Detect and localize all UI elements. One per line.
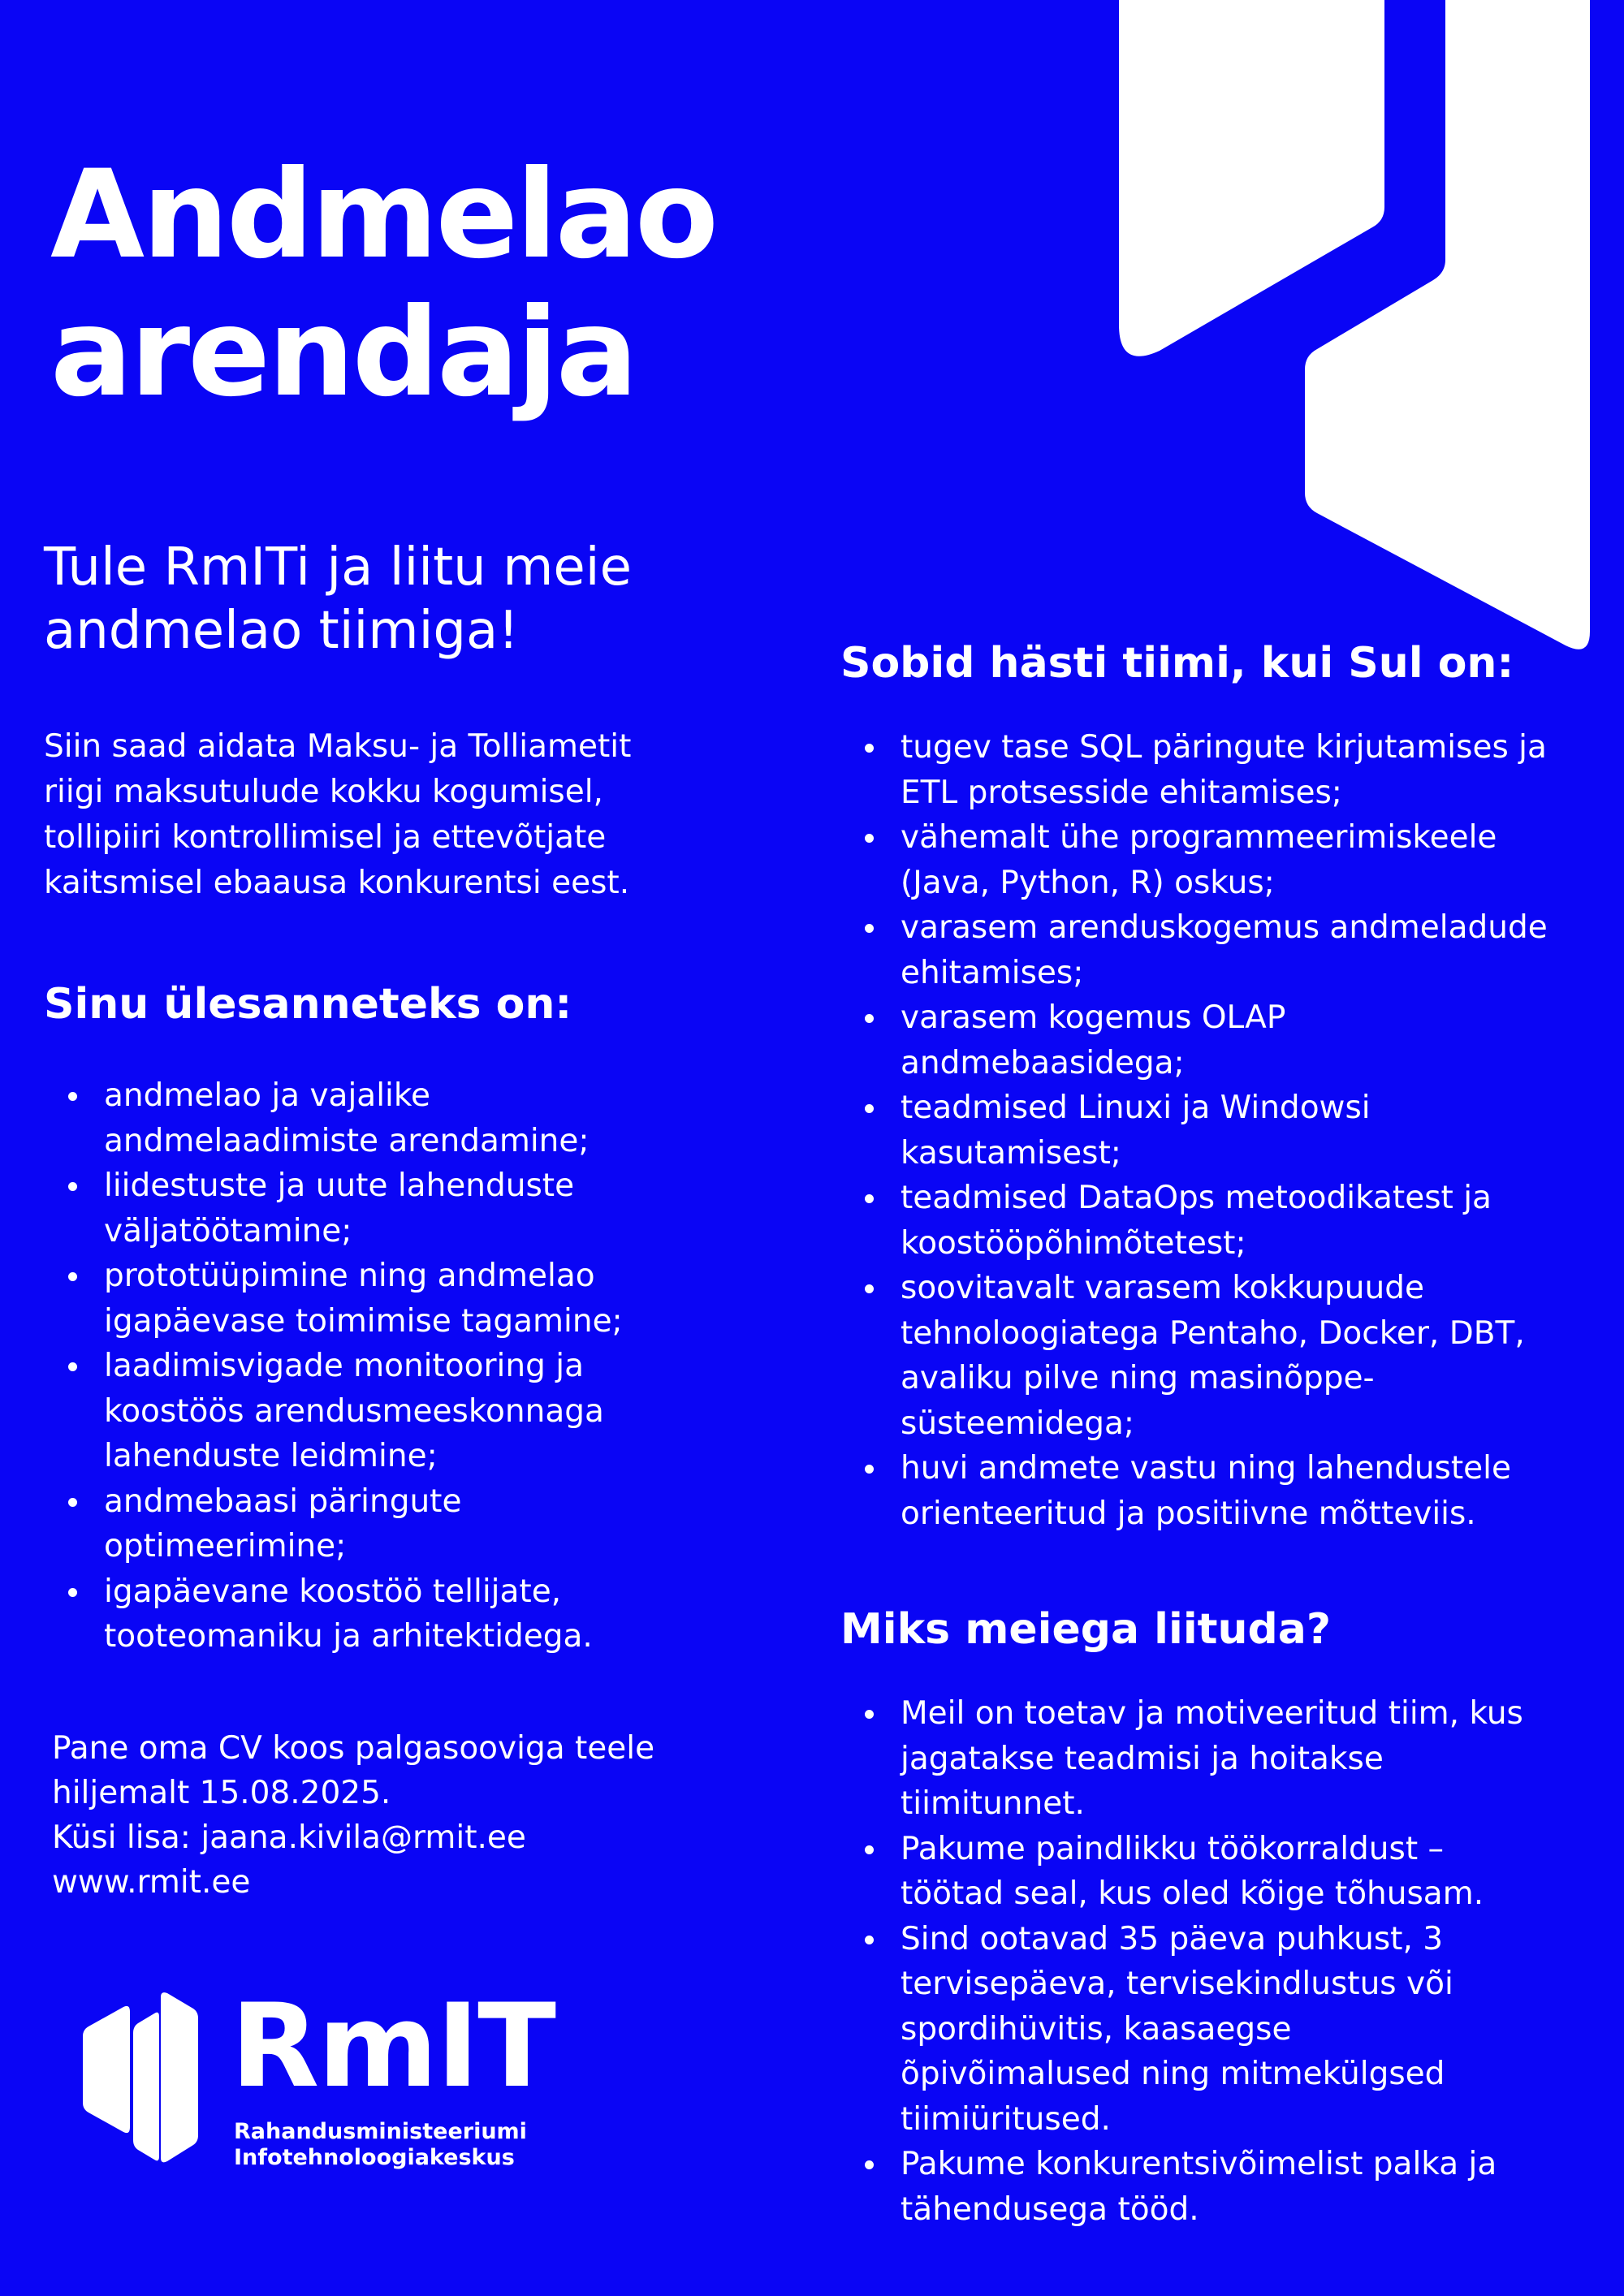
- intro-line: riigi maksutulude kokku kogumisel,: [44, 774, 603, 810]
- list-item: [840, 1446, 1612, 1536]
- list-item: [840, 1085, 1612, 1176]
- tasks-list: [44, 1073, 758, 1659]
- list-item-line: igapäevane koostöö tellijate,: [104, 1573, 562, 1610]
- logo-subtitle-line-2: Infotehnoloogiakeskus: [234, 2145, 515, 2170]
- intro-paragraph: [44, 724, 775, 906]
- list-item-line: andmebaasidega;: [901, 1044, 1185, 1081]
- list-item-line: teadmised Linuxi ja Windowsi: [901, 1090, 1371, 1126]
- title-line-1: Andmelao: [50, 145, 716, 286]
- list-item-line: töötad seal, kus oled kõige tõhusam.: [901, 1875, 1484, 1912]
- list-item-line: koostöös arendusmeeskonnaga: [104, 1392, 604, 1430]
- list-item: [44, 1479, 758, 1569]
- list-item-line: prototüüpimine ning andmelao: [104, 1258, 595, 1294]
- list-item-line: ETL protsesside ehitamises;: [901, 774, 1342, 811]
- page-title: [50, 146, 781, 422]
- list-item-line: avaliku pilve ning masinõppe-: [901, 1360, 1375, 1396]
- list-item-line: tiimitunnet.: [901, 1785, 1085, 1822]
- requirements-heading: Sobid hästi tiimi, kui Sul on:: [840, 639, 1514, 688]
- title-line-2: arendaja: [50, 283, 636, 424]
- list-item: [44, 1344, 758, 1479]
- list-item-line: igapäevase toimimise tagamine;: [104, 1302, 623, 1340]
- list-item: [840, 1917, 1612, 2143]
- contact-line-deadline: hiljemalt 15.08.2025.: [52, 1775, 391, 1811]
- list-item: [44, 1163, 758, 1254]
- subtitle: [44, 536, 775, 662]
- list-item: [840, 725, 1612, 815]
- list-item-line: andmelaadimiste arendamine;: [104, 1122, 590, 1159]
- subtitle-line-1: Tule RmITi ja liitu meie: [44, 537, 632, 598]
- list-item-line: Pakume paindlikku töökorraldust –: [901, 1830, 1445, 1867]
- list-item-line: kasutamisest;: [901, 1134, 1121, 1172]
- list-item-line: jagatakse teadmisi ja hoitakse: [901, 1740, 1384, 1777]
- list-item-line: väljatöötamine;: [104, 1212, 352, 1249]
- list-item: [44, 1569, 758, 1659]
- list-item: [840, 2142, 1612, 2232]
- list-item-line: tiimiüritused.: [901, 2100, 1111, 2138]
- emblem-upper-block: [1119, 0, 1384, 356]
- list-item-line: soovitavalt varasem kokkupuude: [901, 1270, 1424, 1306]
- list-item: [840, 815, 1612, 905]
- list-item-line: teadmised DataOps metoodikatest ja: [901, 1180, 1492, 1216]
- logo-subtitle: [234, 2119, 527, 2171]
- list-item-line: varasem arenduskogemus andmeladude: [901, 909, 1548, 946]
- tasks-heading: Sinu ülesanneteks on:: [44, 980, 572, 1029]
- list-item-line: koostööpõhimõtetest;: [901, 1224, 1246, 1262]
- list-item-line: Pakume konkurentsivõimelist palka ja: [901, 2146, 1497, 2182]
- logo-wordmark: RmIT: [231, 1979, 555, 2113]
- list-item-line: tähendusega tööd.: [901, 2190, 1199, 2228]
- list-item: [840, 995, 1612, 1085]
- list-item-line: spordihüvitis, kaasaegse: [901, 2010, 1292, 2048]
- list-item-line: tugev tase SQL päringute kirjutamises ja: [901, 729, 1547, 766]
- list-item: [44, 1073, 758, 1163]
- intro-line: tollipiiri kontrollimisel ja ettevõtjate: [44, 819, 607, 856]
- benefits-list: [840, 1691, 1612, 2232]
- list-item: [840, 1176, 1612, 1266]
- list-item-line: andmelao ja vajalike: [104, 1077, 431, 1114]
- list-item-line: süsteemidega;: [901, 1405, 1135, 1442]
- list-item: [840, 1691, 1612, 1827]
- list-item-line: huvi andmete vastu ning lahendustele: [901, 1450, 1511, 1487]
- contact-info: [52, 1726, 654, 1905]
- list-item-line: Meil on toetav ja motiveeritud tiim, kus: [901, 1695, 1523, 1732]
- list-item: [840, 1266, 1612, 1446]
- rmit-logo: [80, 1979, 555, 2177]
- list-item: [44, 1254, 758, 1344]
- list-item-line: õpivõimalused ning mitmekülgsed: [901, 2056, 1445, 2092]
- list-item: [840, 1827, 1612, 1917]
- list-item-line: laadimisvigade monitooring ja: [104, 1348, 584, 1384]
- list-item: [840, 905, 1612, 995]
- list-item-line: tooteomaniku ja arhitektidega.: [104, 1618, 593, 1655]
- subtitle-line-2: andmelao tiimiga!: [44, 601, 519, 661]
- list-item-line: andmebaasi päringute: [104, 1482, 462, 1520]
- list-item-line: (Java, Python, R) oskus;: [901, 864, 1275, 901]
- intro-line: kaitsmisel ebaausa konkurentsi eest.: [44, 865, 630, 901]
- intro-line: Siin saad aidata Maksu- ja Tolliametit: [44, 728, 632, 765]
- list-item-line: orienteeritud ja positiivne mõtteviis.: [901, 1495, 1476, 1532]
- rmit-emblem-icon: [80, 1991, 201, 2173]
- list-item-line: optimeerimine;: [104, 1528, 347, 1564]
- contact-line-email[interactable]: Küsi lisa: jaana.kivila@rmit.ee: [52, 1819, 526, 1856]
- list-item-line: lahenduste leidmine;: [104, 1438, 438, 1474]
- list-item-line: tehnoloogiatega Pentaho, Docker, DBT,: [901, 1314, 1525, 1352]
- list-item-line: vähemalt ühe programmeerimiskeele: [901, 819, 1497, 856]
- benefits-heading: Miks meiega liituda?: [840, 1605, 1331, 1654]
- list-item-line: tervisepäeva, tervisekindlustus või: [901, 1966, 1453, 2002]
- requirements-list: [840, 725, 1612, 1536]
- list-item-line: Sind ootavad 35 päeva puhkust, 3: [901, 1920, 1444, 1957]
- logo-subtitle-line-1: Rahandusministeeriumi: [234, 2119, 527, 2144]
- list-item-line: varasem kogemus OLAP: [901, 999, 1286, 1036]
- list-item-line: ehitamises;: [901, 954, 1084, 991]
- list-item-line: liidestuste ja uute lahenduste: [104, 1167, 575, 1204]
- contact-line-apply: Pane oma CV koos palgasooviga teele: [52, 1730, 655, 1767]
- contact-line-website[interactable]: www.rmit.ee: [52, 1864, 251, 1901]
